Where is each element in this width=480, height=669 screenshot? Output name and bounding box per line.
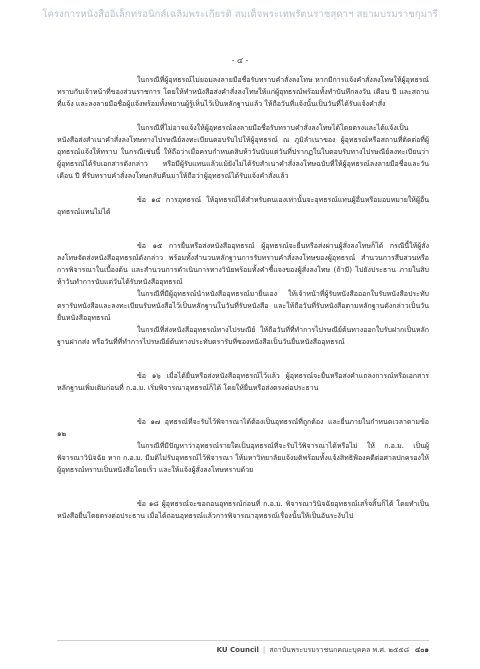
page-number: - ๔ - bbox=[231, 56, 249, 65]
watermark-header: โครงการหนังสืออิเล็กทรอนิกส์เฉลิมพระเกียรติ สมเด็จพระเทพรัตนราชสุดาฯ สยามบรมราชกุมารี bbox=[42, 9, 438, 20]
page-footer: KU Council | สถาบันพระบรมราชนกคณะบุคคล พ.ศ. ๒๕๕๘ ๔๐๑ bbox=[216, 646, 429, 654]
paragraph-article-15-by-post: ในกรณีที่ส่งหนังสืออุทธรณ์ทางไปรษณีย์ ให้ถือวันที่ที่ทำการไปรษณีย์ต้นทางออกใบรับฝากเป็นหลักฐานฝากส่ง หรือวันที่ที่ทำการไปรษณีย์ต้นทางประทับตรารับที่ซองหนังสือเป็นวันยื่นหนังสืออุทธรณ์ bbox=[57, 326, 429, 346]
paragraph-article-15: ข้อ ๑๕ การยื่นหรือส่งหนังสืออุทธรณ์ ผู้อุทธรณ์จะยื่นหรือส่งผ่านผู้สั่งลงโทษก็ได้ กรณีนี้ให้ผู้สั่งลงโทษจัดส่งหนังสืออุทธรณ์ดังกล่าว พร้อมทั้งสำนวนหลักฐานการรับทราบคำสั่งลงโทษของผู้อุทธรณ์ สำนวนการสืบสวนหรือการพิจารณาในเบื้องต้น และสำนวนการดำเนินการทางวินัยพร้อมทั้งคำชี้แจงของผู้สั่งลงโทษ (ถ้ามี) ไปยังประธาน ภายในสิบห้าวันทำการนับแต่วันได้รับหนังสืออุทธรณ์ bbox=[57, 242, 429, 286]
paragraph-article-17: ข้อ ๑๗ อุทธรณ์ที่จะรับไว้พิจารณาได้ต้องเป็นอุทธรณ์ที่ถูกต้อง และยื่นภายในกำหนดเวลาตามข้อ ๑๒ bbox=[57, 418, 429, 438]
document-body bbox=[57, 74, 429, 522]
footer-text: สถาบันพระบรมราชนกคณะบุคคล พ.ศ. ๒๕๕๘ bbox=[269, 646, 409, 654]
footer-brand: KU Council bbox=[216, 646, 259, 654]
paragraph-article-14: ข้อ ๑๔ การอุทธรณ์ ให้อุทธรณ์ได้สำหรับตนเองเท่านั้นจะอุทธรณ์แทนผู้อื่นหรือมอบหมายให้ผู้อื่นอุทธรณ์แทนไม่ได้ bbox=[57, 196, 429, 216]
paragraph-notice-by-mail: ในกรณีที่ไม่อาจแจ้งให้ผู้อุทธรณ์ลงลายมือชื่อรับทราบคำสั่งลงโทษได้โดยตรงและได้แจ้งเป็นหนังสือส่งสำเนาคำสั่งลงโทษทางไปรษณีย์ลงทะเบียนตอบรับไปให้ผู้อุทธรณ์ ณ ภูมิลำเนาของ ผู้อุทธรณ์หรือสถานที่ติดต่อที่ผู้อุทธรณ์แจ้งให้ทราบ ในกรณีเช่นนี้ ให้ถือว่าเมื่อครบกำหนดสิบห้าวันนับแต่วันที่ปรากฏในใบตอบรับทางไปรษณีย์ลงทะเบียนว่าผู้อุทธรณ์ได้รับเอกสารดังกล่าว หรือมีผู้รับแทนแล้วแม้ยังไม่ได้รับสำเนาคำสั่งลงโทษฉบับที่ให้ผู้อุทธรณ์ลงลายมือชื่อและวัน เดือน ปี ที่รับทราบคำสั่งลงโทษกลับคืนมาให้ถือว่าผู้อุทธรณ์ได้รับแจ้งคำสั่งแล้ว bbox=[57, 124, 429, 180]
paragraph-article-17-review: ในกรณีที่มีปัญหาว่าอุทธรณ์รายใดเป็นอุทธรณ์ที่จะรับไว้พิจารณาได้หรือไม่ ให้ ก.อ.ม. เป็นผู้พิจารณาวินิจฉัย หาก ก.อ.ม. มีมติไม่รับอุทธรณ์ไว้พิจารณา ให้มหาวิทยาลัยแจ้งมติพร้อมทั้งแจ้งสิทธิฟ้องคดีต่อศาลปกครองให้ผู้อุทธรณ์ทราบเป็นหนังสือโดยเร็ว และให้แจ้งผู้สั่งลงโทษทราบด้วย bbox=[57, 442, 429, 474]
footer-page-number: ๔๐๑ bbox=[414, 646, 429, 654]
footer-divider bbox=[57, 640, 429, 641]
paragraph-article-18: ข้อ ๑๘ ผู้อุทธรณ์จะขอถอนอุทธรณ์ก่อนที่ ก.อ.ม. พิจารณาวินิจฉัยอุทธรณ์เสร็จสิ้นก็ได้ โดยทำเป็นหนังสือยื่นโดยตรงต่อประธาน เมื่อได้ถอนอุทธรณ์แล้วการพิจารณาอุทธรณ์เรื่องนั้นให้เป็นอันระงับไป bbox=[57, 500, 429, 520]
paragraph-article-16: ข้อ ๑๖ เมื่อได้ยื่นหรือส่งหนังสืออุทธรณ์ไว้แล้ว ผู้อุทธรณ์จะยื่นหรือส่งคำแถลงการณ์หรือเอกสารหลักฐานเพิ่มเติมก่อนที่ ก.อ.ม. เริ่มพิจารณาอุทธรณ์ก็ได้ โดยให้ยื่นหรือส่งตรงต่อประธาน bbox=[57, 372, 429, 392]
paragraph-notice-refusal: ในกรณีที่ผู้อุทธรณ์ไม่ยอมลงลายมือชื่อรับทราบคำสั่งลงโทษ หากมีการแจ้งคำสั่งลงโทษให้ผู้อุทธรณ์ทราบกับเจ้าหน้าที่ของส่วนราชการ โดยให้ทำหนังสือส่งคำสั่งลงโทษให้แก่ผู้อุทธรณ์พร้อมทั้งทำบันทึกลงวัน เดือน ปี และสถานที่แจ้ง และลงลายมือชื่อผู้แจ้งพร้อมทั้งพยานผู้รู้เห็นไว้เป็นหลักฐานแล้ว ให้ถือวันที่แจ้งนั้นเป็นวันที่ได้รับแจ้งคำสั่ง bbox=[57, 76, 429, 108]
paragraph-article-15-in-person: ในกรณีที่มีผู้อุทธรณ์นำหนังสืออุทธรณ์มายื่นเอง ให้เจ้าหน้าที่ผู้รับหนังสือออกใบรับหนังสือประทับตรารับหนังสือและลงทะเบียนรับหนังสือไว้เป็นหลักฐานในวันที่รับหนังสือ และให้ถือวันที่รับหนังสือตามหลักฐานดังกล่าวเป็นวันยื่นหนังสืออุทธรณ์ bbox=[57, 290, 429, 322]
